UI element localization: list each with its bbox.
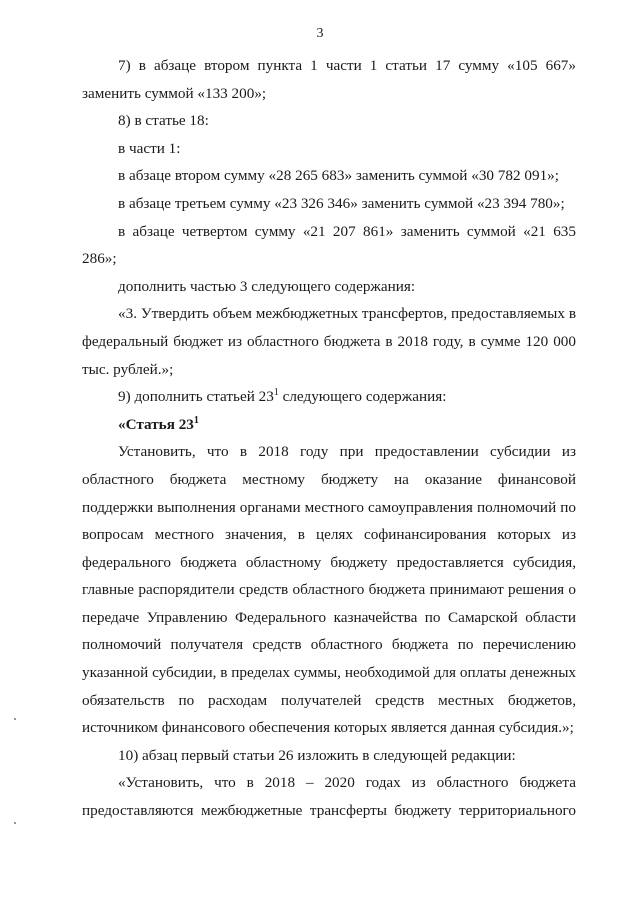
paragraph-item-10: 10) абзац первый статьи 26 изложить в следующей редакции: [118,746,516,764]
article-heading-text: «Статья 23 [118,415,194,433]
paragraph-second-abzac: в абзаце втором сумму «28 265 683» заменить суммой «30 782 091»; [118,167,559,185]
paragraph-fourth-abzac: в абзаце четвертом сумму «21 207 861» заменить суммой «21 635 286»; [82,222,576,268]
paragraph-item-7: 7) в абзаце втором пункта 1 части 1 статьи 17 сумму «105 667» заменить суммой «133 200»; [82,57,576,102]
document-body [82,52,576,825]
article-heading [82,411,576,439]
item-9-text-before: 9) дополнить статьей 23 [118,388,274,406]
paragraph-third-abzac: в абзаце третьем сумму «23 326 346» заменить суммой «23 394 780»; [118,194,565,212]
article-heading-superscript: 1 [193,414,199,426]
paragraph-item-9 [82,383,576,411]
page-number: 3 [316,26,324,41]
article-body-paragraph: Установить, что в 2018 году при предоставлении субсидии из областного бюджета местному бюджету на оказание финансовой поддержки выполнения органами местного самоуправления полномочий по вопросам местного значения, в целях софинансирования которых из федерального бюджета областному бюджету предоставляется субсидия, главные распорядители средств областного бюджета принимают решения о передаче Управлению Федерального казначейства по Самарской области полномочий получателя средств областного бюджета по перечислению указанной субсидии, в пределах суммы, необходимой для оплаты денежных обязательств по расходам получателей средств местных бюджетов, источником финансового обеспечения которых является данная субсидия.»; [82,443,576,737]
paragraph-part-3-text: «3. Утвердить объем межбюджетных трансфертов, предоставляемых в федеральный бюджет из областного бюджета в 2018 году, в сумме 120 000 тыс. рублей.»; [82,305,576,378]
scan-edge-mark [14,822,16,824]
paragraph-article-26-text: «Установить, что в 2018 – 2020 годах из областного бюджета предоставляются межбюджетные трансферты бюджету территориального [82,774,576,820]
item-9-text-after: следующего содержания: [278,388,447,406]
paragraph-part-1: в части 1: [118,139,181,157]
item-9-superscript: 1 [273,387,279,399]
scan-edge-mark [14,718,16,720]
paragraph-add-part-3: дополнить частью 3 следующего содержания: [118,277,416,295]
paragraph-item-8: 8) в статье 18: [118,112,209,130]
